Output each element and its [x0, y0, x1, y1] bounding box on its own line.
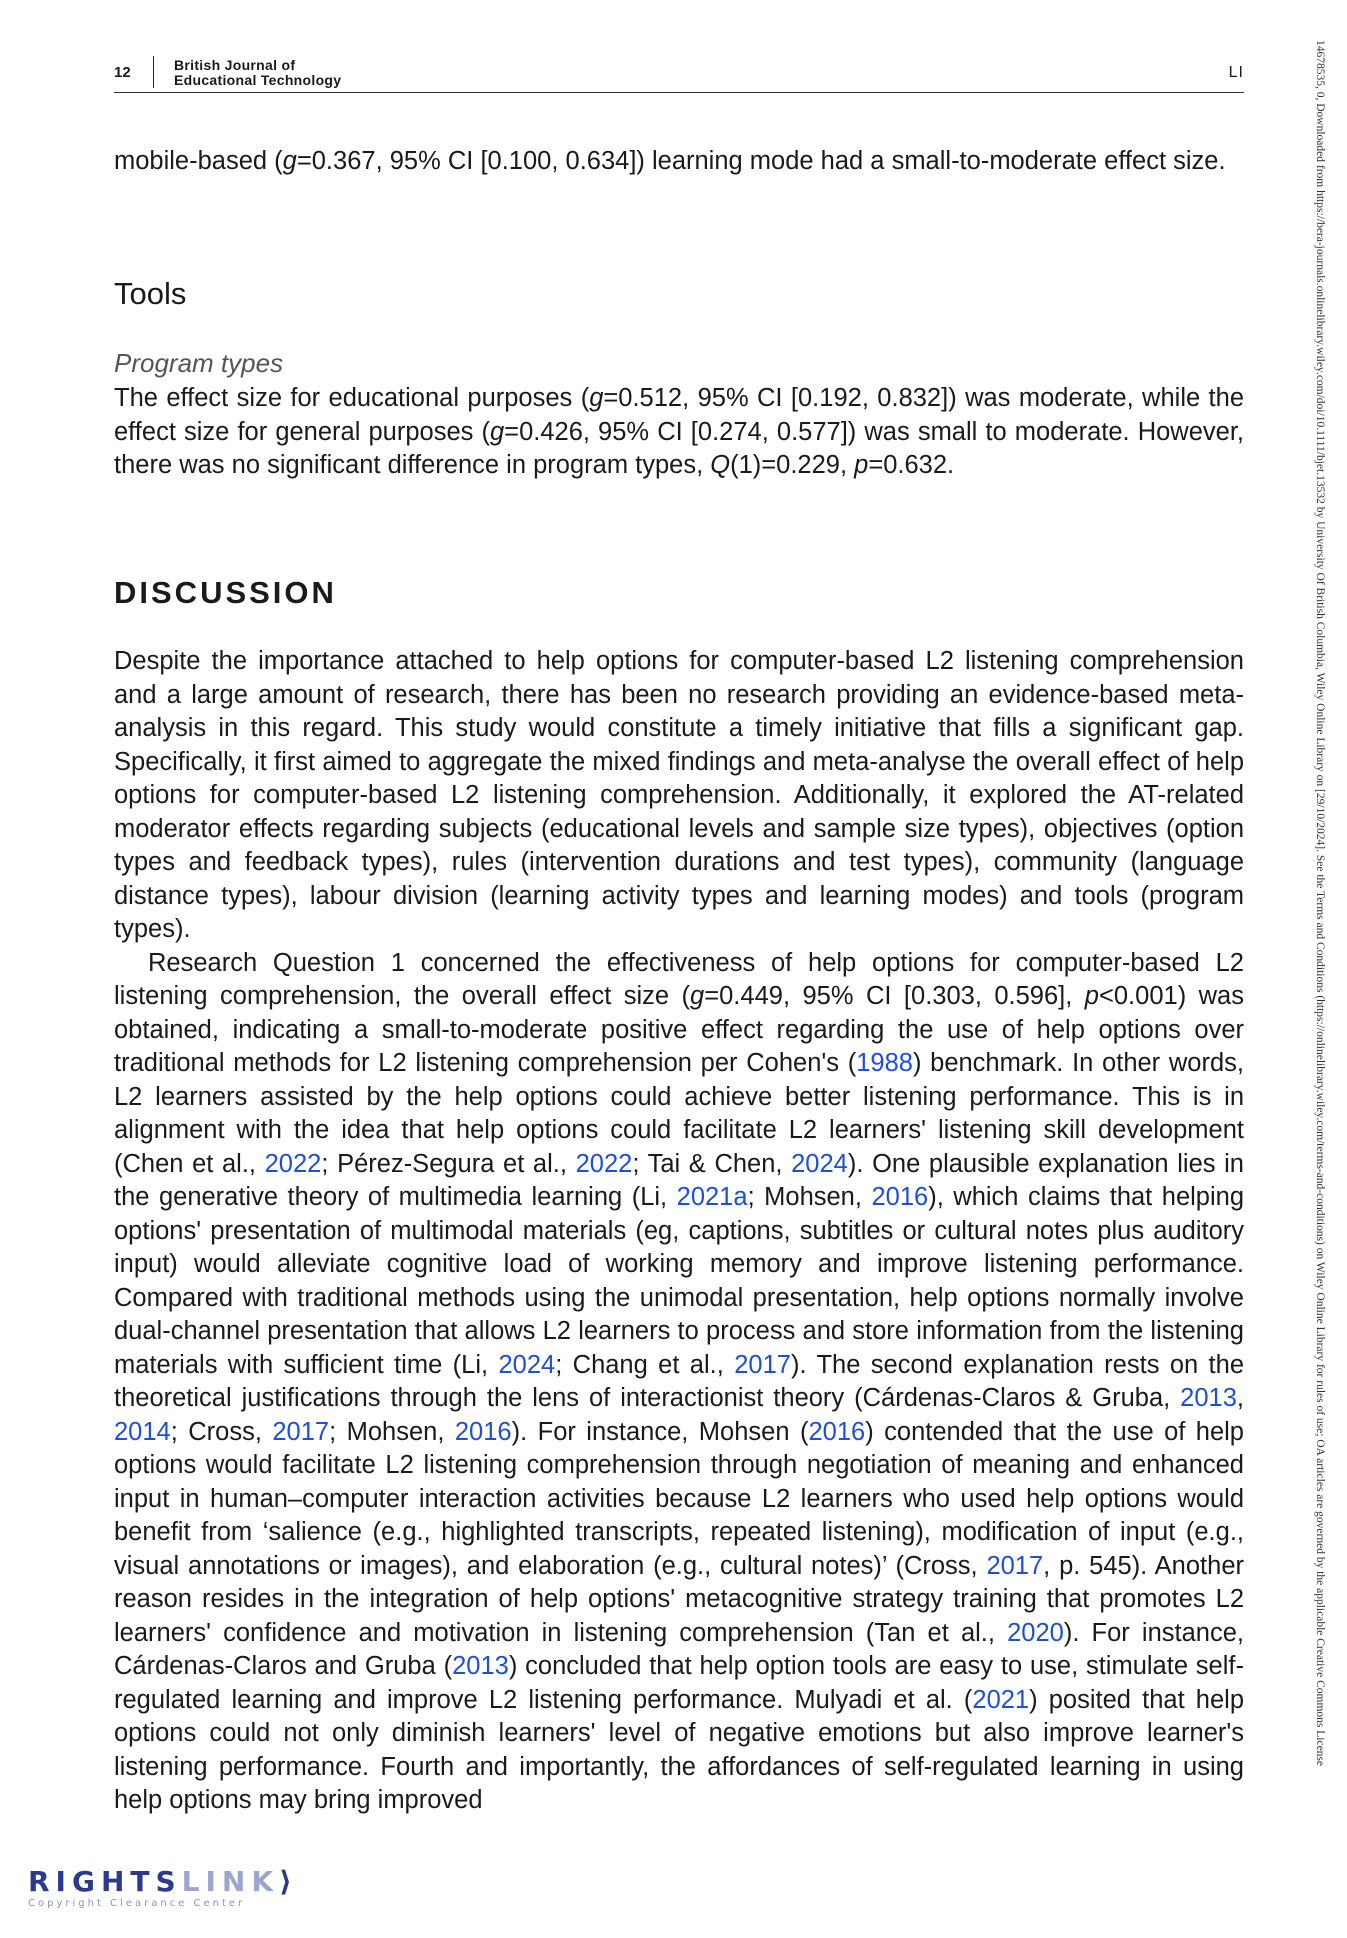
citation-link[interactable]: 2021a [676, 1183, 748, 1211]
journal-title [174, 58, 341, 88]
download-license-note: 14678535, 0, Downloaded from https://bera-journals.onlinelibrary.wiley.com/doi/10.1111/bjet.13532 by University Of British Columbia, Wiley Online Library on [29/10/2024]. See the Terms and Conditions (https://onlinelibrary.wiley.com/terms-and-conditions) on Wiley Online Library for rules of use; OA articles are governed by the applicable Creative Commons License [1314, 40, 1326, 1766]
citation-link[interactable]: 2024 [498, 1350, 556, 1379]
journal-title-line1: British Journal of [174, 57, 296, 73]
citation-link[interactable]: 2021 [972, 1685, 1030, 1714]
citation-link[interactable]: 2017 [734, 1350, 791, 1379]
citation-link[interactable]: 2014 [114, 1417, 171, 1446]
discussion-body [114, 645, 1244, 1818]
section-heading-discussion: DISCUSSION [114, 575, 337, 610]
citation-link[interactable]: 2017 [272, 1417, 330, 1446]
rightslink-logo-rights: RIGHTS [28, 1865, 182, 1898]
running-author: LI [1228, 64, 1244, 81]
citation-link[interactable]: 2022 [575, 1149, 633, 1178]
rightslink-logo [28, 1865, 298, 1909]
citation-link[interactable]: 2017 [986, 1551, 1044, 1580]
citation-link[interactable]: 2013 [1180, 1384, 1237, 1412]
journal-title-line2: Educational Technology [174, 72, 342, 88]
header-rule [114, 92, 1244, 93]
citation-link[interactable]: 2016 [454, 1417, 512, 1446]
discussion-paragraph-1: Despite the importance attached to help options for computer-based L2 listening comprehension and a large amount of research, there has been no research providing an evidence-based meta-analysis in this regard. This study would constitute a timely initiative that fills a significant gap. Specifically, it first aimed to aggregate the mixed findings and meta-analyse the overall effect of help options for computer-based L2 listening comprehension. Additionally, it explored the AT-related moderator effects regarding subjects (educational levels and sample size types), objectives (option types and feedback types), rules (intervention durations and test types), community (language distance types), labour division (learning activity types and learning modes) and tools (program types). [114, 647, 1244, 943]
citation-link[interactable]: 1988 [856, 1049, 913, 1077]
paragraph-program-types: The effect size for educational purposes (g=0.512, 95% CI [0.192, 0.832]) was moderate, while the effect size for general purposes (g=0.426, 95% CI [0.274, 0.577]) was small to moderate. However, there was no significant difference in program types, Q(1)=0.229, p=0.632. [114, 384, 1245, 479]
citation-link[interactable]: 2020 [1007, 1618, 1064, 1647]
citation-link[interactable]: 2024 [791, 1149, 848, 1178]
subheading-program-types: Program types [114, 348, 284, 378]
citation-link[interactable]: 2013 [452, 1652, 509, 1680]
page-number: 12 [114, 64, 131, 81]
discussion-paragraph-2: Research Question 1 concerned the effectiveness of help options for computer-based L2 listening comprehension, the overall effect size (g=0.449, 95% CI [0.303, 0.596], p<0.001) was obtained, indicating a small-to-moderate positive effect regarding the use of help options over traditional methods for L2 listening comprehension per Cohen's (1988) benchmark. In other words, L2 learners assisted by the help options could achieve better listening performance. This is in alignment with the idea that help options could facilitate L2 learners' listening skill development (Chen et al., 2022; Pérez-Segura et al., 2022; Tai & Chen, 2024). One plausible explanation lies in the generative theory of multimedia learning (Li, 2021a; Mohsen, 2016), which claims that helping options' presentation of multimodal materials (eg, captions, subtitles or cultural notes plus auditory input) would alleviate cognitive load of working memory and improve listening performance. Compared with traditional methods using the unimodal presentation, help options normally involve dual-channel presentation that allows L2 learners to process and store information from the listening materials with sufficient time (Li, 2024; Chang et al., 2017). The second explanation rests on the theoretical justifications through the lens of interactionist theory (Cárdenas-Claros & Gruba, 2013, 2014; Cross, 2017; Mohsen, 2016). For instance, Mohsen (2016) contended that the use of help options would facilitate L2 listening comprehension through negotiation of meaning and enhanced input in human–computer interaction activities because L2 learners who used help options would benefit from ‘salience (e.g., highlighted transcripts, repeated listening), modification of input (e.g., visual annotations or images), and elaboration (e.g., cultural notes)’ (Cross, 2017, p. 545). Another reason resides in the integration of help options' metacognitive strategy training that promotes L2 learners' confidence and motivation in listening comprehension (Tan et al., 2020). For instance, Cárdenas-Claros and Gruba (2013) concluded that help option tools are easy to use, stimulate self-regulated learning and improve L2 listening performance. Mulyadi et al. (2021) posited that help options could not only diminish learners' level of negative emotions but also improve learner's listening performance. Fourth and importantly, the affordances of self-regulated learning in using help options may bring improved [114, 948, 1245, 1814]
citation-link[interactable]: 2022 [264, 1149, 322, 1178]
citation-link[interactable]: 2016 [808, 1417, 866, 1446]
running-header [114, 56, 1244, 94]
paragraph-learning-mode: mobile-based (g=0.367, 95% CI [0.100, 0.634]) learning mode had a small-to-moderate effect size. [114, 147, 1226, 175]
section-heading-tools: Tools [114, 276, 187, 311]
rightslink-subtitle: Copyright Clearance Center [28, 1898, 246, 1909]
header-divider [153, 56, 154, 88]
rightslink-logo-link: LINK [181, 1865, 280, 1898]
citation-link[interactable]: 2016 [871, 1183, 929, 1211]
rightslink-arrow-icon: ⟩ [279, 1865, 298, 1898]
